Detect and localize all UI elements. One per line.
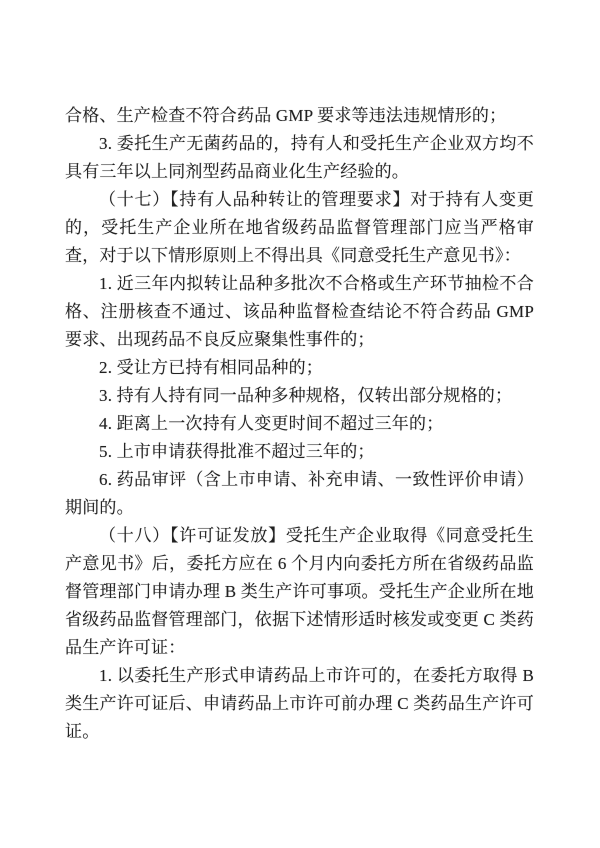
paragraph-list-item: 3. 委托生产无菌药品的，持有人和受托生产企业双方均不具有三年以上同剂型药品商业化生产经验的。 [65, 134, 534, 181]
paragraph-list-item: 6. 药品审评（含上市申请、补充申请、一致性评价申请）期间的。 [65, 470, 534, 517]
paragraph-list-item: 3. 持有人持有同一品种多种规格，仅转出部分规格的； [99, 386, 513, 405]
paragraph-list-item: 1. 以委托生产形式申请药品上市许可的，在委托方取得 B 类生产许可证后、申请药品上市许可前办理 C 类药品生产许可证。 [65, 666, 534, 741]
paragraph-list-item: 5. 上市申请获得批准不超过三年的； [99, 442, 375, 461]
paragraph-list-item: 4. 距离上一次持有人变更时间不超过三年的； [99, 414, 444, 433]
paragraph-list-item: 2. 受让方已持有相同品种的； [99, 358, 323, 377]
paragraph-continuation: 合格、生产检查不符合药品 GMP 要求等违法违规情形的； [65, 106, 507, 125]
paragraph-list-item: 1. 近三年内拟转让品种多批次不合格或生产环节抽检不合格、注册核查不通过、该品种监督检查结论不符合药品 GMP 要求、出现药品不良反应聚集性事件的； [65, 274, 534, 349]
paragraph-clause-17: （十七）【持有人品种转让的管理要求】对于持有人变更的，受托生产企业所在地省级药品监督管理部门应当严格审查，对于以下情形原则上不得出具《同意受托生产意见书》： [65, 190, 534, 265]
paragraph-clause-18: （十八）【许可证发放】受托生产企业取得《同意受托生产意见书》后，委托方应在 6 个月内向委托方所在省级药品监督管理部门申请办理 B 类生产许可事项。受托生产企业所在地省级药品监督管理部门，依据下述情形适时核发或变更 C 类药品生产许可证： [65, 526, 534, 657]
